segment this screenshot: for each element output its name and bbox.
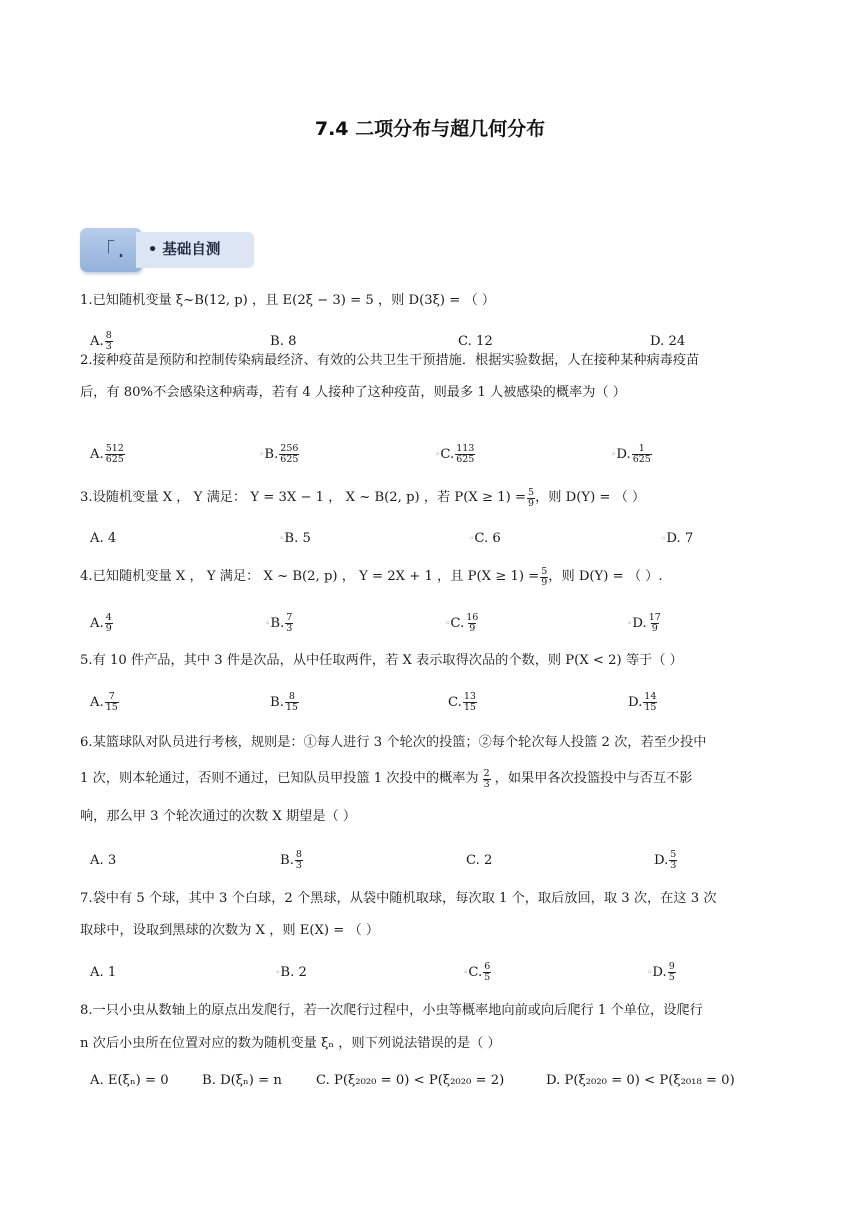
section-label: • 基础自测 bbox=[136, 232, 254, 268]
section-bracket-icon: 「. bbox=[80, 228, 142, 272]
q1-option-a: A. $\frac{8}{3}$ bbox=[90, 329, 112, 352]
page-title: 7.4 二项分布与超几何分布 bbox=[314, 118, 546, 140]
q4-option-c: ▫ C. $\frac{16}{9}$ bbox=[446, 611, 479, 634]
q3-option-b: ▫ B. 5 bbox=[280, 530, 311, 546]
q1-option-c: C. 12 bbox=[458, 333, 493, 349]
q1-option-b: B. 8 bbox=[270, 333, 297, 349]
question-7-line-1: 7.袋中有 5 个球，其中 3 个白球，2 个黑球，从袋中随机取球，每次取 1 个，取后放回，取 3 次，在这 3 次 bbox=[80, 891, 717, 906]
q7-option-b: ▫ B. 2 bbox=[276, 964, 307, 980]
q4-option-b: ▫ B. $\frac{7}{3}$ bbox=[266, 611, 293, 634]
q4-option-a: A. $\frac{4}{9}$ bbox=[90, 611, 112, 634]
q6-option-b: B. $\frac{8}{3}$ bbox=[280, 848, 302, 871]
question-8-line-1: 8.一只小虫从数轴上的原点出发爬行，若一次爬行过程中，小虫等概率地向前或向后爬行 1 个单位，设爬行 bbox=[80, 1003, 703, 1018]
q5-option-b: B. $\frac{8}{15}$ bbox=[270, 690, 298, 713]
question-4-stem: 4.已知随机变量 X ， Y 满足： X ~ B(2, p) ， Y = 2X + 1 ，且 P(X ≥ 1) = $\frac{5}{9}$ ，则 D(Y) = （ ）. bbox=[80, 565, 663, 588]
question-5-stem: 5.有 10 件产品，其中 3 件是次品，从中任取两件，若 X 表示取得次品的个数，则 P(X < 2) 等于（ ） bbox=[80, 653, 683, 668]
q2-option-a: A. $\frac{512}{625}$ bbox=[90, 442, 124, 465]
question-2-options bbox=[90, 439, 790, 469]
q7-option-a: A. 1 bbox=[90, 964, 117, 980]
q2-option-c: ▫ C. $\frac{113}{625}$ bbox=[436, 442, 475, 465]
question-5-options bbox=[90, 687, 790, 717]
q5-option-c: C. $\frac{13}{15}$ bbox=[448, 690, 476, 713]
fraction: $\frac{8}{3}$ bbox=[105, 329, 112, 352]
q6-option-c: C. 2 bbox=[466, 852, 493, 868]
q3-option-d: ▫ D. 7 bbox=[662, 530, 694, 546]
q3-option-a: A. 4 bbox=[90, 530, 117, 546]
question-8-options bbox=[90, 1065, 790, 1095]
q2-option-d: ▫ D. $\frac{1}{625}$ bbox=[612, 442, 651, 465]
question-8-line-2: n 次后小虫所在位置对应的数为随机变量 ξₙ ，则下列说法错误的是（ ） bbox=[80, 1036, 501, 1051]
q6-option-d: D. $\frac{5}{3}$ bbox=[654, 848, 677, 871]
q5-option-d: D. $\frac{14}{15}$ bbox=[628, 690, 657, 713]
q7-option-c: ▫ C. $\frac{6}{5}$ bbox=[464, 960, 491, 983]
question-6-line-1: 6.某篮球队对队员进行考核，规则是：①每人进行 3 个轮次的投篮；②每个轮次每人投篮 2 次，若至少投中 bbox=[80, 735, 707, 750]
q6-option-a: A. 3 bbox=[90, 852, 117, 868]
q7-option-d: ▫ D. $\frac{9}{5}$ bbox=[648, 960, 675, 983]
q5-option-a: A. $\frac{7}{15}$ bbox=[90, 690, 118, 713]
question-6-line-3: 响，那么甲 3 个轮次通过的次数 X 期望是（ ） bbox=[80, 809, 357, 824]
section-banner bbox=[80, 226, 256, 274]
q1-option-d: D. 24 bbox=[650, 333, 686, 349]
question-6-options bbox=[90, 845, 790, 875]
question-1-stem: 1.已知随机变量 ξ~B(12, p) ，且 E(2ξ − 3) = 5 ，则 D(3ξ) = （ ） bbox=[80, 293, 496, 308]
q8-option-c: C. P(ξ₂₀₂₀ = 0) < P(ξ₂₀₂₀ = 2) bbox=[316, 1072, 505, 1088]
question-7-line-2: 取球中，设取到黑球的次数为 X ，则 E(X) = （ ） bbox=[80, 923, 380, 938]
q8-option-a: A. E(ξₙ) = 0 bbox=[90, 1072, 169, 1088]
q4-option-d: ▫ D. $\frac{17}{9}$ bbox=[628, 611, 661, 634]
question-2-line-1: 2.接种疫苗是预防和控制传染病最经济、有效的公共卫生干预措施．根据实验数据，人在接种某种病毒疫苗 bbox=[80, 353, 700, 368]
question-3-options bbox=[90, 523, 790, 553]
q3-option-c: ▫ C. 6 bbox=[470, 530, 501, 546]
q8-option-b: B. D(ξₙ) = n bbox=[202, 1072, 282, 1088]
question-3-stem: 3.设随机变量 X ， Y 满足： Y = 3X − 1 ， X ~ B(2, p) ，若 P(X ≥ 1) = $\frac{5}{9}$ ，则 D(Y) = （ ） bbox=[80, 486, 646, 509]
question-6-line-2: 1 次，则本轮通过，否则不通过，已知队员甲投篮 1 次投中的概率为 $\frac{2}{3}$ ，如果甲各次投篮投中与否互不影 bbox=[80, 767, 693, 790]
q2-option-b: ▫ B. $\frac{256}{625}$ bbox=[260, 442, 299, 465]
question-4-options bbox=[90, 608, 790, 638]
question-2-line-2: 后，有 80%不会感染这种病毒，若有 4 人接种了这种疫苗，则最多 1 人被感染的概率为（ ） bbox=[80, 385, 626, 400]
question-7-options bbox=[90, 957, 790, 987]
q8-option-d: D. P(ξ₂₀₂₀ = 0) < P(ξ₂₀₁₈ = 0) bbox=[546, 1072, 735, 1088]
